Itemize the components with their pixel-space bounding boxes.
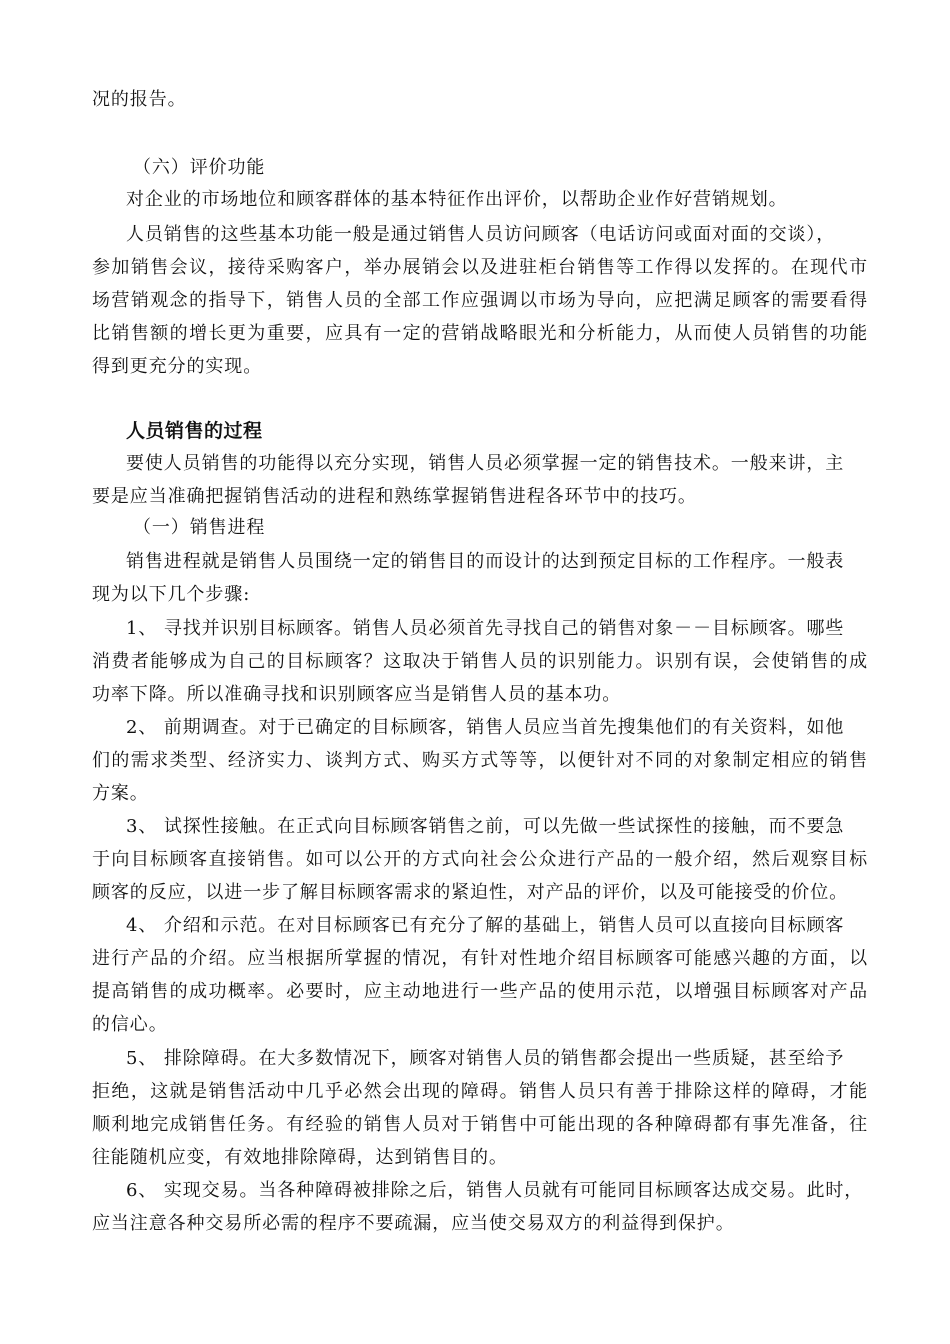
list-item-line: 顾客的反应，以进一步了解目标顾客需求的紧迫性，对产品的评价，以及可能接受的价位。: [92, 882, 848, 903]
paragraph-line: 要使人员销售的功能得以充分实现，销售人员必须掌握一定的销售技术。一般来讲，主: [126, 453, 845, 474]
list-item-line: 的信心。: [92, 1014, 168, 1035]
paragraph-line: 得到更充分的实现。: [92, 356, 263, 377]
list-item-line: 提高销售的成功概率。必要时，应主动地进行一些产品的使用示范，以增强目标顾客对产品: [92, 981, 868, 1002]
paragraph-line: 场营销观念的指导下，销售人员的全部工作应强调以市场为导向，应把满足顾客的需要看得: [92, 290, 868, 311]
list-item-line: 消费者能够成为自己的目标顾客？这取决于销售人员的识别能力。识别有误，会使销售的成: [92, 651, 868, 672]
list-item-line: 拒绝，这就是销售活动中几乎必然会出现的障碍。销售人员只有善于排除这样的障碍，才能: [92, 1081, 868, 1102]
section-subheading: （一）销售进程: [133, 517, 266, 538]
list-item-line: 进行产品的介绍。应当根据所掌握的情况，有针对性地介绍目标顾客可能感兴趣的方面，以: [92, 948, 868, 969]
list-item-line: 应当注意各种交易所必需的程序不要疏漏，应当使交易双方的利益得到保护。: [92, 1213, 735, 1234]
list-item-line: 6、 实现交易。当各种障碍被排除之后，销售人员就有可能同目标顾客达成交易。此时，: [126, 1180, 864, 1201]
paragraph-line: 况的报告。: [92, 89, 187, 110]
list-item-line: 5、 排除障碍。在大多数情况下，顾客对销售人员的销售都会提出一些质疑，甚至给予: [126, 1048, 845, 1069]
section-heading: 人员销售的过程: [126, 420, 263, 442]
paragraph-line: 对企业的市场地位和顾客群体的基本特征作出评价，以帮助企业作好营销规划。: [126, 189, 788, 210]
paragraph-line: 现为以下几个步骤:: [92, 584, 251, 605]
list-item-line: 往能随机应变，有效地排除障碍，达到销售目的。: [92, 1147, 508, 1168]
list-item-line: 们的需求类型、经济实力、谈判方式、购买方式等等，以便针对不同的对象制定相应的销售: [92, 750, 868, 771]
section-subheading: （六）评价功能: [133, 157, 266, 178]
paragraph-line: 参加销售会议，接待采购客户，举办展销会以及进驻柜台销售等工作得以发挥的。在现代市: [92, 257, 868, 278]
paragraph-line: 销售进程就是销售人员围绕一定的销售目的而设计的达到预定目标的工作程序。一般表: [126, 551, 845, 572]
paragraph-line: 比销售额的增长更为重要，应具有一定的营销战略眼光和分析能力，从而使人员销售的功能: [92, 323, 868, 344]
list-item-line: 3、 试探性接触。在正式向目标顾客销售之前，可以先做一些试探性的接触，而不要急: [126, 816, 845, 837]
list-item-line: 4、 介绍和示范。在对目标顾客已有充分了解的基础上，销售人员可以直接向目标顾客: [126, 915, 845, 936]
list-item-line: 于向目标顾客直接销售。如可以公开的方式向社会公众进行产品的一般介绍，然后观察目标: [92, 849, 868, 870]
paragraph-line: 要是应当准确把握销售活动的进程和熟练掌握销售进程各环节中的技巧。: [92, 486, 697, 507]
list-item-line: 顺利地完成销售任务。有经验的销售人员对于销售中可能出现的各种障碍都有事先准备，往: [92, 1114, 868, 1135]
list-item-line: 2、 前期调查。对于已确定的目标顾客，销售人员应当首先搜集他们的有关资料，如他: [126, 717, 845, 738]
paragraph-line: 人员销售的这些基本功能一般是通过销售人员访问顾客（电话访问或面对面的交谈），: [126, 224, 836, 245]
list-item-line: 方案。: [92, 783, 149, 804]
list-item-line: 1、 寻找并识别目标顾客。销售人员必须首先寻找自己的销售对象－－目标顾客。哪些: [126, 618, 845, 639]
list-item-line: 功率下降。所以准确寻找和识别顾客应当是销售人员的基本功。: [92, 684, 622, 705]
